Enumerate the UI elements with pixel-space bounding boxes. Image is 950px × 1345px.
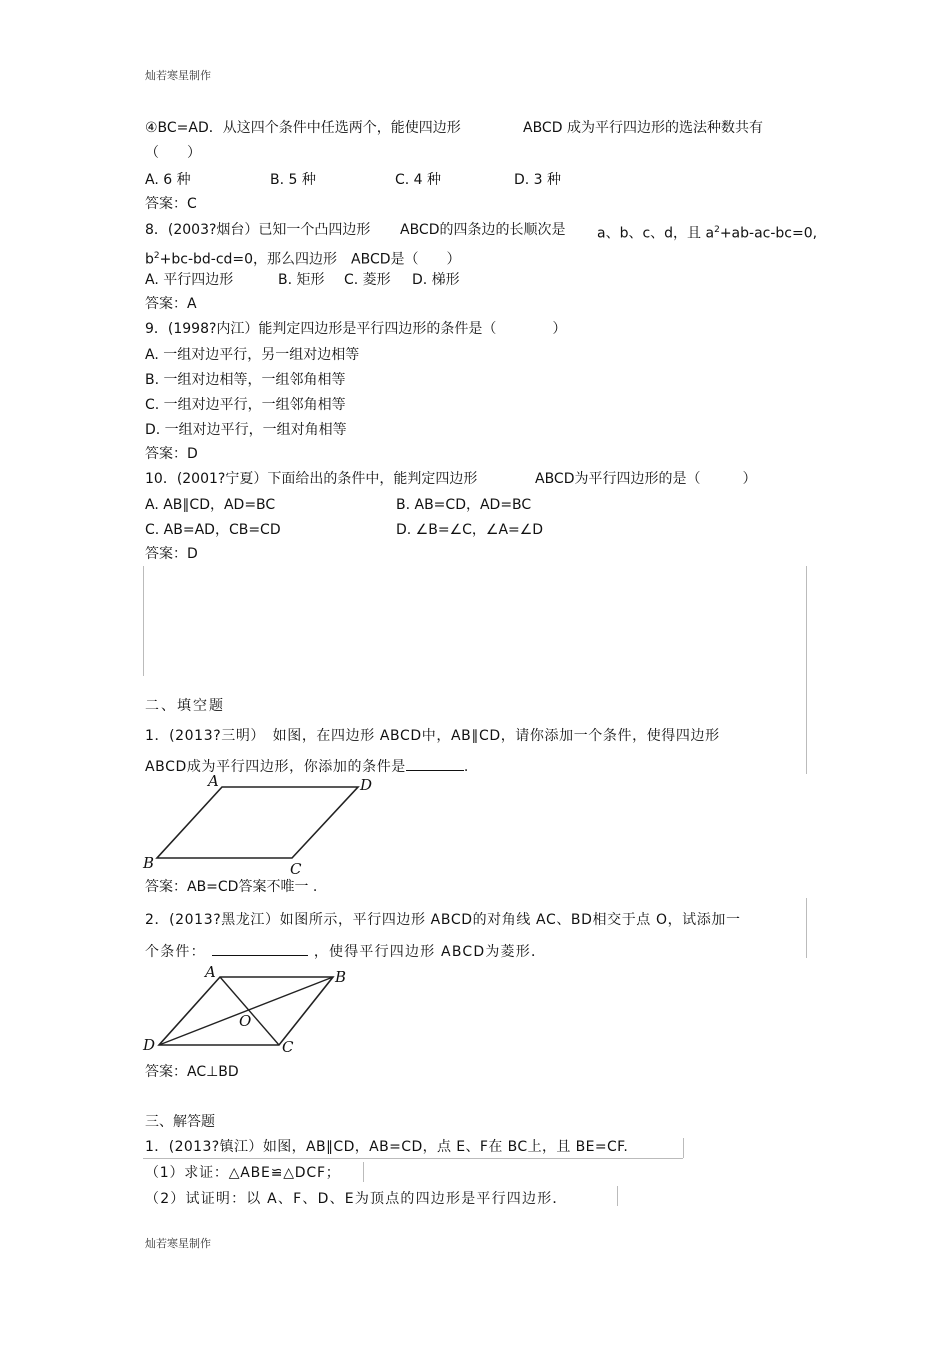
label-o-2: O (239, 1012, 252, 1030)
frame-line-right-2 (806, 898, 807, 958)
label-c: C (290, 860, 302, 878)
q9-option-c: C. 一组对边平行，一组邻角相等 (145, 397, 346, 413)
frame-line-v2 (363, 1162, 364, 1182)
s2-p1-answer-blank (406, 756, 464, 771)
section3-title: 三、解答题 (145, 1114, 215, 1130)
q10-option-a: A. AB∥CD，AD=BC (145, 497, 276, 513)
frame-line-left (143, 566, 144, 676)
q9-option-d: D. 一组对边平行，一组对角相等 (145, 422, 347, 438)
frame-line-v1 (683, 1138, 684, 1158)
s2-p2-line1: 2．(2013?黑龙江）如图所示，平行四边形 ABCD的对角线 AC、BD相交于点 O，试添加一 (145, 912, 741, 928)
s3-p1-sub2: （2）试证明：以 A、F、D、E为顶点的四边形是平行四边形． (145, 1191, 568, 1207)
q9-option-a: A. 一组对边平行，另一组对边相等 (145, 347, 360, 363)
section2-title: 二、填空题 (145, 698, 225, 714)
q10-answer: 答案：D (145, 546, 198, 562)
q9-answer: 答案：D (145, 446, 198, 462)
q10-stem-b: ABCD为平行四边形的是（ ） (535, 471, 757, 487)
q8-option-a: A. 平行四边形 (145, 272, 234, 288)
parallelogram-figure-1 (140, 770, 380, 880)
q7-line1-a: ④BC=AD．从这四个条件中任选两个，能使四边形 (145, 120, 461, 136)
q8-answer: 答案：A (145, 296, 197, 312)
s2-p1-answer: 答案：AB=CD答案不唯一 . (145, 879, 318, 895)
label-b-2: B (335, 968, 347, 986)
label-b: B (143, 854, 155, 872)
q7-option-a: A. 6 种 (145, 172, 191, 188)
q8-option-d: D. 梯形 (412, 272, 460, 288)
s2-p1-line2: ABCD成为平行四边形，你添加的条件是 . (145, 756, 469, 777)
s2-p1-line1: 1．(2013?三明） 如图，在四边形 ABCD中，AB∥CD，请你添加一个条件，使得四边形 (145, 728, 720, 744)
label-d-2: D (143, 1036, 156, 1054)
q7-option-c: C. 4 种 (395, 172, 442, 188)
q8-line1-c: a、b、c、d，且 $a^2+ab-ac-bc=0$, (597, 225, 818, 242)
q8-line1-b: ABCD的四条边的长顺次是 (400, 222, 566, 238)
q7-line1-b: ABCD 成为平行四边形的选法种数共有 (523, 120, 763, 136)
q9-option-b: B. 一组对边相等，一组邻角相等 (145, 372, 346, 388)
q9-stem: 9．(1998?内江）能判定四边形是平行四边形的条件是（ ） (145, 321, 567, 337)
q10-option-b: B. AB=CD，AD=BC (396, 497, 532, 513)
label-a-2: A (205, 963, 216, 981)
frame-line-v3 (617, 1186, 618, 1206)
label-d: D (360, 776, 373, 794)
q8-option-c: C. 菱形 (344, 272, 391, 288)
q7-line2: （ ） (145, 145, 201, 161)
s2-p2-line2: 个条件： ，使得平行四边形 ABCD为菱形． (145, 941, 546, 962)
s2-p2-answer-blank (212, 941, 308, 956)
s3-p1-sub1: （1）求证：△ABE≌△DCF； (145, 1165, 341, 1181)
q7-option-b: B. 5 种 (270, 172, 316, 188)
page-footer: 灿若寒星制作 (145, 1237, 211, 1250)
q10-stem-a: 10．(2001?宁夏）下面给出的条件中，能判定四边形 (145, 471, 478, 487)
label-c-2: C (282, 1038, 294, 1056)
label-a: A (208, 772, 219, 790)
frame-line-h (143, 1158, 683, 1159)
page-header: 灿若寒星制作 (145, 69, 211, 82)
frame-line-right (806, 566, 807, 774)
q7-option-d: D. 3 种 (514, 172, 562, 188)
q8-option-b: B. 矩形 (278, 272, 325, 288)
q7-answer: 答案：C (145, 196, 197, 212)
q10-option-d: D. ∠B=∠C，∠A=∠D (396, 522, 544, 538)
parallelogram-abcd (157, 787, 358, 858)
q10-option-c: C. AB=AD，CB=CD (145, 522, 281, 538)
q8-line2: $b^2+bc-bd-cd=0$，那么四边形 ABCD是（ ） (145, 251, 461, 268)
s2-p2-answer: 答案：AC⊥BD (145, 1064, 239, 1080)
diagonal-ac (220, 977, 279, 1045)
q8-line1-a: 8．(2003?烟台）已知一个凸四边形 (145, 222, 371, 238)
s3-p1-stem: 1．(2013?镇江）如图，AB∥CD，AB=CD，点 E、F在 BC上，且 BE=CF. (145, 1139, 629, 1155)
parallelogram-figure-2 (140, 962, 360, 1057)
